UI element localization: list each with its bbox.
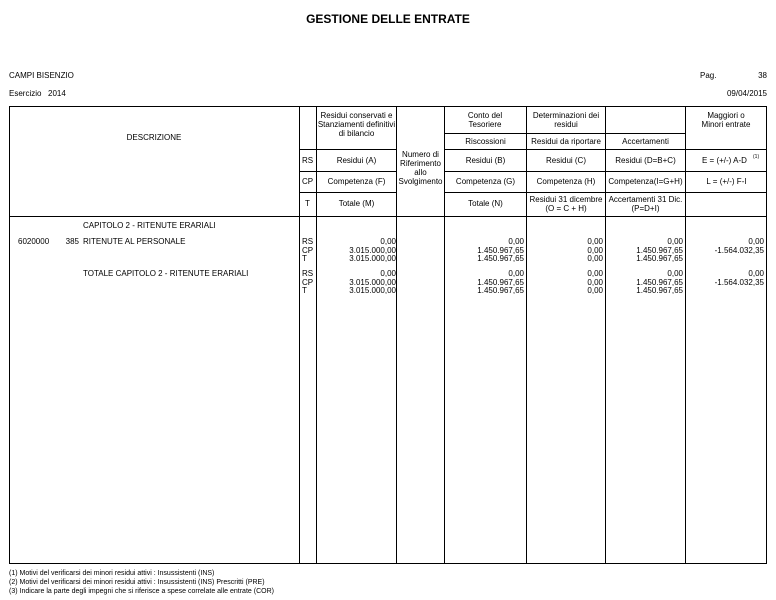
divider: [444, 171, 767, 172]
exercise-label: Esercizio: [9, 89, 42, 98]
header-riscossioni: Riscossioni: [465, 137, 506, 146]
header-residui-da-riportare: Residui da riportare: [531, 137, 601, 146]
value-b: 1.450.967,65: [477, 245, 524, 255]
header-accertamenti-31: Accertamenti 31 Dic. (P=D+I): [608, 195, 683, 213]
value-a: 0,00: [380, 269, 396, 278]
value-d: 1.450.967,65: [636, 245, 683, 255]
value-b: 0,00: [508, 237, 524, 246]
value-a: 3.015.000,00: [349, 286, 396, 295]
header-residui-c: Residui (C): [545, 156, 586, 165]
divider: [526, 106, 527, 564]
row-t-label: T: [302, 286, 307, 295]
value-e: 0,00: [748, 237, 764, 246]
value-a: 3.015.000,00: [349, 245, 396, 255]
page-label: Pag.: [700, 71, 717, 80]
header-e-formula: E = (+/-) A-D: [702, 156, 747, 165]
header-conto-tesoriere: Conto del Tesoriere: [467, 111, 503, 129]
divider: [444, 133, 685, 134]
value-c: 0,00: [587, 269, 603, 278]
header-totale-n: Totale (N): [468, 199, 503, 208]
divider: [299, 149, 396, 150]
value-c: 0,00: [587, 237, 603, 246]
entity-name: CAMPI BISENZIO: [9, 71, 74, 80]
value-b: 1.450.967,65: [477, 286, 524, 295]
header-competenza-i: Competenza(I=G+H): [608, 177, 683, 186]
divider: [605, 106, 606, 564]
header-determinazioni: Determinazioni dei residui: [532, 111, 600, 129]
row-label: TOTALE CAPITOLO 2 - RITENUTE ERARIALI: [83, 269, 249, 278]
page-title: GESTIONE DELLE ENTRATE: [306, 12, 470, 26]
header-competenza-g: Competenza (G): [455, 177, 516, 186]
header-residui-a: Residui (A): [336, 156, 377, 165]
header-maggiori: Maggiori o Minori entrate: [701, 111, 751, 129]
row-code: 6020000: [18, 237, 50, 246]
header-cp: CP: [301, 177, 314, 186]
header-e-note: (1): [753, 154, 760, 160]
header-t: T: [305, 199, 310, 208]
value-d: 1.450.967,65: [636, 277, 683, 287]
row-cp-label: CP: [302, 277, 314, 287]
header-rs: RS: [301, 156, 314, 165]
header-numero-riferimento: Numero di Riferimento allo Svolgimento: [398, 150, 443, 186]
divider: [9, 216, 767, 217]
header-competenza-h: Competenza (H): [536, 177, 596, 186]
divider: [444, 192, 767, 193]
header-l-formula: L = (+/-) F-I: [706, 177, 747, 186]
divider: [444, 106, 445, 564]
divider: [299, 171, 396, 172]
value-a: 0,00: [380, 237, 396, 246]
value-d: 0,00: [667, 269, 683, 278]
value-c: 0,00: [587, 254, 603, 263]
value-e: -1.564.032,35: [714, 245, 764, 255]
header-accertamenti: Accertamenti: [622, 137, 669, 146]
divider: [299, 106, 300, 564]
exercise-year: 2014: [48, 89, 66, 98]
header-residui-d: Residui (D=B+C): [615, 156, 676, 165]
capitolo-heading: CAPITOLO 2 - RITENUTE ERARIALI: [83, 221, 216, 230]
header-residui-b: Residui (B): [465, 156, 506, 165]
header-residui-31: Residui 31 dicembre (O = C + H): [529, 195, 603, 213]
divider: [444, 149, 767, 150]
value-d: 1.450.967,65: [636, 286, 683, 295]
value-c: 0,00: [587, 245, 603, 255]
row-label: RITENUTE AL PERSONALE: [83, 237, 186, 246]
divider: [316, 106, 317, 564]
value-b: 1.450.967,65: [477, 277, 524, 287]
value-a: 3.015.000,00: [349, 277, 396, 287]
report-date: 09/04/2015: [726, 89, 767, 98]
footnote: (1) Motivi del verificarsi dei minori residui attivi : Insussistenti (INS): [9, 570, 215, 577]
header-residui-conservati: Residui conservati e Stanziamenti definitivi di bilancio: [317, 111, 396, 138]
value-b: 1.450.967,65: [477, 254, 524, 263]
value-e: -1.564.032,35: [714, 277, 764, 287]
value-b: 0,00: [508, 269, 524, 278]
footnote: (3) Indicare la parte degli impegni che si riferisce a spese correlate alle entrate (COR): [9, 588, 274, 595]
value-a: 3.015.000,00: [349, 254, 396, 263]
row-number: 385: [65, 237, 79, 246]
divider: [299, 192, 396, 193]
page-number: 38: [758, 71, 767, 80]
value-e: 0,00: [748, 269, 764, 278]
header-totale-m: Totale (M): [338, 199, 375, 208]
value-c: 0,00: [587, 277, 603, 287]
row-rs-label: RS: [302, 237, 314, 246]
value-d: 1.450.967,65: [636, 254, 683, 263]
header-competenza-f: Competenza (F): [327, 177, 386, 186]
row-t-label: T: [302, 254, 307, 263]
row-rs-label: RS: [302, 269, 314, 278]
report-table: [9, 106, 767, 564]
header-descrizione: DESCRIZIONE: [126, 133, 182, 142]
value-c: 0,00: [587, 286, 603, 295]
row-cp-label: CP: [302, 245, 314, 255]
value-d: 0,00: [667, 237, 683, 246]
divider: [685, 106, 686, 564]
footnote: (2) Motivi del verificarsi dei minori residui attivi : Insussistenti (INS) Prescritti (PRE): [9, 579, 265, 586]
